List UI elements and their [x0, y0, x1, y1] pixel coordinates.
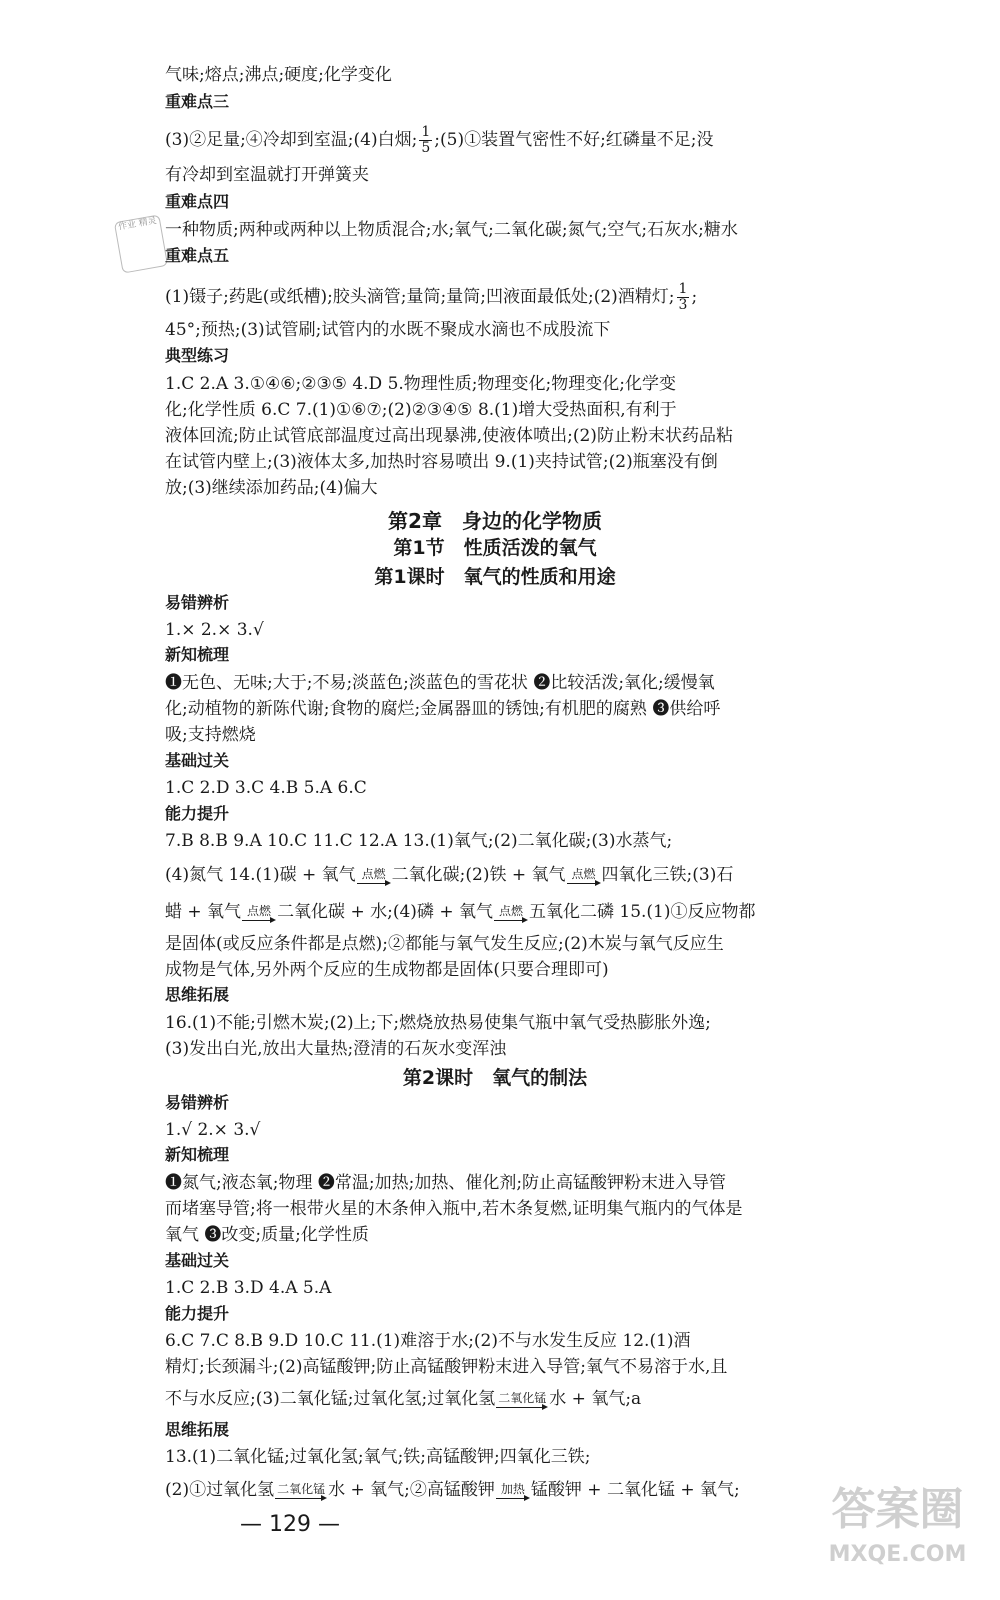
text-line: ❶无色、无味;大于;不易;淡蓝色;淡蓝色的雪花状 ❷比较活泼;氧化;缓慢氧	[165, 673, 715, 693]
text-segment: 水 + 氧气;a	[549, 1389, 642, 1409]
section-heading: 能力提升	[165, 804, 230, 823]
text-line: (3)发出白光,放出大量热;澄清的石灰水变浑浊	[165, 1039, 507, 1059]
text-line: 7.B 8.B 9.A 10.C 11.C 12.A 13.(1)氧气;(2)二氧化碳;(3)水蒸气;	[165, 831, 673, 851]
reaction-arrow	[496, 1483, 530, 1503]
reaction-arrow	[567, 868, 601, 888]
fraction-one-third	[677, 282, 690, 313]
text-line: 有冷却到室温就打开弹簧夹	[165, 165, 369, 185]
reaction-condition: 加热	[500, 1482, 525, 1496]
text-line: 一种物质;两种或两种以上物质混合;水;氧气;二氧化碳;氮气;空气;石灰水;糖水	[165, 220, 738, 240]
text-line: 1.C 2.D 3.C 4.B 5.A 6.C	[165, 778, 367, 798]
chapter-title: 第2章 身边的化学物质	[388, 509, 602, 533]
text-line: ❶氮气;液态氧;物理 ❷常温;加热;加热、催化剂;防止高锰酸钾粉末进入导管	[165, 1173, 727, 1193]
page-number: — 129 —	[240, 1512, 340, 1537]
text-line: 6.C 7.C 8.B 9.D 10.C 11.(1)难溶于水;(2)不与水发生反应 12.(1)酒	[165, 1331, 691, 1351]
text-line: 成物是气体,另外两个反应的生成物都是固体(只要合理即可)	[165, 960, 609, 980]
fraction-numerator: 1	[421, 124, 431, 140]
reaction-condition: 点燃	[361, 867, 386, 881]
arrow-icon	[357, 880, 391, 888]
text-line: 1.√ 2.× 3.√	[165, 1120, 261, 1140]
section-heading: 重难点三	[165, 92, 230, 111]
text-line: 氧气 ❸改变;质量;化学性质	[165, 1225, 369, 1245]
text-segment: 水 + 氧气;②高锰酸钾	[328, 1480, 495, 1500]
text-segment: 二氧化碳;(2)铁 + 氧气	[391, 865, 566, 885]
section-title: 第1节 性质活泼的氧气	[393, 537, 597, 559]
text-line: 精灯;长颈漏斗;(2)高锰酸钾;防止高锰酸钾粉末进入导管;氧气不易溶于水,且	[165, 1357, 728, 1377]
lesson-title: 第1课时 氧气的性质和用途	[374, 566, 616, 588]
text-segment: (2)①过氧化氢	[165, 1480, 275, 1500]
text-line: 气味;熔点;沸点;硬度;化学变化	[165, 65, 392, 85]
section-heading: 典型练习	[165, 346, 230, 365]
section-heading: 能力提升	[165, 1304, 230, 1323]
text-line: 13.(1)二氧化锰;过氧化氢;氧气;铁;高锰酸钾;四氧化三铁;	[165, 1447, 591, 1467]
text-segment: 二氧化碳 + 水;(4)磷 + 氧气	[277, 902, 493, 922]
text-segment: 锰酸钾 + 二氧化锰 + 氧气;	[530, 1480, 740, 1500]
text-line: 化;化学性质 6.C 7.(1)①⑥⑦;(2)②③④⑤ 8.(1)增大受热面积,有利于	[165, 400, 677, 420]
stamp-text: 作业 精灵	[117, 216, 158, 233]
text-line: 液体回流;防止试管底部温度过高出现暴沸,使液体喷出;(2)防止粉末状药品粘	[165, 426, 733, 446]
lesson-title: 第2课时 氧气的制法	[402, 1067, 588, 1089]
reaction-arrow	[357, 868, 391, 888]
section-heading: 易错辨析	[165, 1093, 230, 1112]
reaction-condition: 二氧化锰	[498, 1391, 547, 1405]
text-line: 1.C 2.B 3.D 4.A 5.A	[165, 1278, 332, 1298]
fraction-denominator: 3	[678, 297, 688, 313]
watermark-text: 答案圈	[831, 1484, 964, 1535]
text-line: 放;(3)继续添加药品;(4)偏大	[165, 478, 378, 498]
reaction-condition: 二氧化锰	[277, 1482, 326, 1496]
text-segment: (1)镊子;药匙(或纸槽);胶头滴管;量筒;量筒;凹液面最低处;(2)酒精灯;	[165, 287, 675, 307]
arrow-icon	[496, 1495, 530, 1503]
section-heading: 思维拓展	[165, 1420, 230, 1439]
text-line: 1.C 2.A 3.①④⑥;②③⑤ 4.D 5.物理性质;物理变化;物理变化;化学变	[165, 374, 676, 394]
text-line: 16.(1)不能;引燃木炭;(2)上;下;燃烧放热易使集气瓶中氧气受热膨胀外逸;	[165, 1013, 711, 1033]
text-line: 吸;支持燃烧	[165, 725, 256, 745]
section-heading: 新知梳理	[165, 1145, 230, 1164]
text-segment: 四氧化三铁;(3)石	[601, 865, 734, 885]
reaction-arrow	[494, 905, 528, 925]
reaction-condition: 点燃	[247, 904, 272, 918]
arrow-icon	[494, 917, 528, 925]
text-line	[165, 1477, 815, 1503]
reaction-arrow	[496, 1392, 548, 1412]
section-heading: 重难点五	[165, 246, 230, 265]
text-segment: (3)②足量;④冷却到室温;(4)白烟;	[165, 130, 418, 150]
text-line: (1)镊子;药匙(或纸槽);胶头滴管;量筒;量筒;凹液面最低处;(2)酒精灯; $\frac{1}{3}$ ;	[165, 281, 698, 313]
arrow-icon	[275, 1495, 327, 1503]
stamp-image	[114, 214, 168, 273]
reaction-arrow	[242, 905, 276, 925]
section-heading: 重难点四	[165, 192, 230, 211]
text-line	[165, 862, 815, 888]
text-segment: 五氧化二磷 15.(1)①反应物都	[528, 902, 756, 922]
arrow-icon	[242, 917, 276, 925]
text-line: 是固体(或反应条件都是点燃);②都能与氧气发生反应;(2)木炭与氧气反应生	[165, 934, 724, 954]
text-segment: 蜡 + 氧气	[165, 902, 242, 922]
text-line	[165, 1386, 815, 1412]
section-heading: 易错辨析	[165, 593, 230, 612]
section-heading: 思维拓展	[165, 985, 230, 1004]
text-line: 而堵塞导管;将一根带火星的木条伸入瓶中,若木条复燃,证明集气瓶内的气体是	[165, 1199, 743, 1219]
reaction-arrow	[275, 1483, 327, 1503]
reaction-condition: 点燃	[571, 867, 596, 881]
watermark-url: MXQE.COM	[828, 1542, 967, 1567]
text-line	[165, 125, 815, 156]
text-line	[165, 899, 815, 925]
fraction-numerator: 1	[678, 281, 688, 297]
reaction-condition: 点燃	[498, 904, 523, 918]
text-line: 在试管内壁上;(3)液体太多,加热时容易喷出 9.(1)夹持试管;(2)瓶塞没有倒	[165, 452, 718, 472]
watermark-logo	[810, 1478, 985, 1588]
arrow-icon	[496, 1404, 548, 1412]
section-heading: 基础过关	[165, 1251, 230, 1270]
fraction-denominator: 5	[421, 140, 431, 156]
section-heading: 新知梳理	[165, 645, 230, 664]
arrow-icon	[567, 880, 601, 888]
section-heading: 基础过关	[165, 751, 230, 770]
text-line: 1.× 2.× 3.√	[165, 620, 264, 640]
text-line: 化;动植物的新陈代谢;食物的腐烂;金属器皿的锈蚀;有机肥的腐熟 ❸供给呼	[165, 699, 721, 719]
text-line: 45°;预热;(3)试管刷;试管内的水既不聚成水滴也不成股流下	[165, 320, 611, 340]
text-segment: 不与水反应;(3)二氧化锰;过氧化氢;过氧化氢	[165, 1389, 496, 1409]
text-segment: (4)氮气 14.(1)碳 + 氧气	[165, 865, 356, 885]
fraction-one-fifth	[419, 125, 432, 156]
text-segment: ;(5)①装置气密性不好;红磷量不足;没	[434, 130, 714, 150]
